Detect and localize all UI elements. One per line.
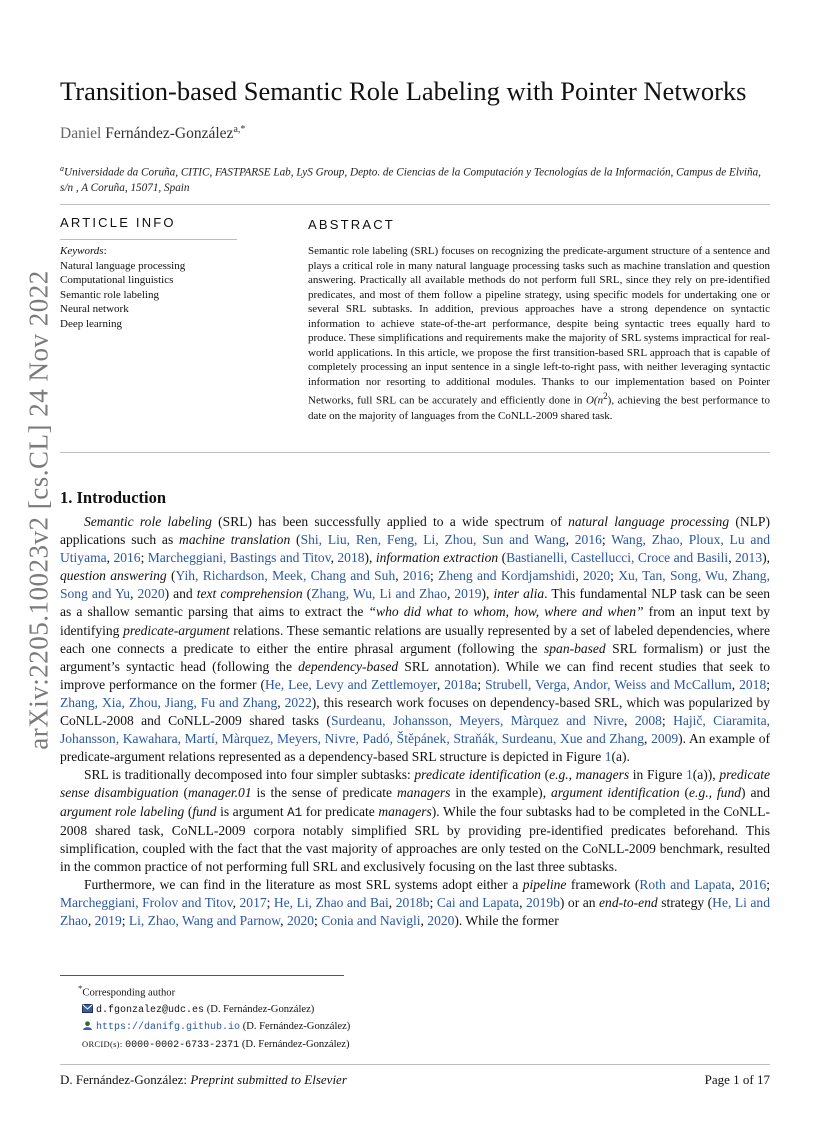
emphasis: manager.01 [188, 785, 252, 801]
citation-link[interactable]: 2019 [94, 913, 122, 929]
citation-link[interactable]: 2022 [284, 694, 312, 710]
envelope-icon [82, 1004, 93, 1013]
affiliation-text: Universidade da Coruña, CITIC, FASTPARSE Lab, LyS Group, Depto. de Ciencias de la Computación y Tecnologías de la Información, Campus de Elviña, s/n , A Coruña, 15071, Spain [60, 166, 761, 194]
emphasis: managers [397, 785, 451, 801]
emphasis: end-to-end [599, 894, 658, 910]
keywords-block [60, 244, 185, 332]
abstract-divider [60, 452, 770, 453]
emphasis: “who did what to whom, how, where and when” [368, 604, 644, 620]
citation-link[interactable]: Marcheggiani, Bastings and Titov [147, 550, 331, 566]
orcid-owner: (D. Fernández-González) [241, 1038, 350, 1050]
citation-link[interactable]: 2018a [444, 676, 478, 692]
keyword-item: Deep learning [60, 317, 122, 330]
footer-rule [60, 1064, 770, 1065]
citation-link[interactable]: 2020 [583, 568, 611, 584]
keyword-item: Natural language processing [60, 259, 186, 272]
emphasis: argument identification [551, 785, 680, 801]
footnotes [78, 980, 351, 1054]
paper-title: Transition-based Semantic Role Labeling with Pointer Networks [60, 76, 747, 106]
footnote-mark: * [78, 983, 83, 993]
emphasis: predicate-argument [123, 622, 230, 638]
author-family-name: Fernández-González [105, 125, 234, 143]
emphasis: span-based [544, 640, 606, 656]
complexity: O(n [585, 395, 604, 408]
citation-link[interactable]: 1 [604, 749, 612, 765]
footer-left [60, 1072, 347, 1088]
orcid-line [82, 1036, 350, 1054]
citation-link[interactable]: 2016 [113, 550, 141, 566]
homepage-line [82, 1019, 350, 1036]
affiliation [60, 161, 770, 196]
citation-link[interactable]: Bastianelli, Castellucci, Croce and Basili [506, 550, 729, 566]
citation-link[interactable]: He, Li, Zhao and Bai [273, 894, 389, 910]
homepage-link[interactable]: https://danifg.github.io [96, 1021, 241, 1033]
paragraph: Semantic role labeling (SRL) has been successfully applied to a wide spectrum of natural language processing (NLP) applications such as machine translation (Shi, Liu, Ren, Feng, Li, Zhou, Sun and Wang, 2016; Wang, Zhao, Ploux, Lu and Utiyama, 2016; Marcheggiani, Bastings and Titov, 2018), information extraction (Bastianelli, Castellucci, Croce and Basili, 2013), question answering (Yih, Richardson, Meek, Chang and Suh, 2016; Zheng and Kordjamshidi, 2020; Xu, Tan, Song, Wu, Zhang, Song and Yu, 2020) and text comprehension (Zhang, Wu, Li and Zhao, 2019), inter alia. This fundamental NLP task can be seen as a shallow semantic parsing that aims to extract the “who did what to whom, how, where and when” from an input text by identifying predicate-argument relations. These semantic relations are usually represented by a set of labeled dependencies, where each one connects a predicate to either the entire phrasal argument (following the span-based SRL formalism) or just the argument’s syntactic head (following the dependency-based SRL annotation). While we can find recent studies that seek to improve performance on the former (He, Lee, Levy and Zettlemoyer, 2018a; Strubell, Verga, Andor, Weiss and McCallum, 2018; Zhang, Xia, Zhou, Jiang, Fu and Zhang, 2022), this research work focuses on dependency-based SRL, which was popularized by CoNLL-2008 and CoNLL-2009 shared tasks (Surdeanu, Johansson, Meyers, Màrquez and Nivre, 2008; Hajič, Ciaramita, Johansson, Kawahara, Martí, Màrquez, Meyers, Nivre, Padó, Štěpánek, Straňák, Surdeanu, Xue and Zhang, 2009). An example of predicate-argument relations represented as a dependency-based SRL structure is depicted in Figure 1(a). [60, 514, 771, 765]
article-info-heading: ARTICLE INFO [60, 215, 176, 230]
homepage-owner: (D. Fernández-González) [242, 1020, 351, 1032]
citation-link[interactable]: Zhang, Wu, Li and Zhao [311, 586, 447, 602]
citation-link[interactable]: 2018 [337, 550, 365, 566]
abstract-text [308, 244, 770, 423]
citation-link[interactable]: 2009 [651, 731, 679, 747]
emphasis: pipeline [522, 876, 567, 892]
emphasis: information extraction [375, 550, 499, 566]
citation-link[interactable]: He, Lee, Levy and Zettlemoyer [264, 676, 437, 692]
emphasis: managers [575, 767, 630, 783]
citation-link[interactable]: 1 [685, 767, 693, 783]
section-heading-introduction: 1. Introduction [60, 488, 167, 507]
citation-link[interactable]: 2016 [402, 568, 431, 584]
affiliation-mark: a [60, 164, 64, 173]
citation-link[interactable]: Marcheggiani, Frolov and Titov [60, 894, 233, 910]
person-icon [82, 1021, 93, 1030]
author-given-name: Daniel [60, 125, 102, 143]
orcid-id: 0000-0002-6733-2371 [125, 1039, 240, 1051]
citation-link[interactable]: Yih, Richardson, Meek, Chang and Suh [175, 568, 396, 584]
citation-link[interactable]: Li, Zhao, Wang and Parnow [128, 913, 281, 929]
abstract-body-end: ), achieving the best performance to date on the majority of languages from the CoNLL-2009 shared task. [308, 395, 770, 422]
corresponding-author-note [78, 980, 350, 1002]
citation-link[interactable]: 2013 [735, 550, 763, 566]
introduction-body [60, 513, 770, 930]
footnote-rule [60, 975, 344, 976]
complexity-exponent: 2 [603, 391, 608, 402]
citation-link[interactable]: 2020 [137, 586, 165, 602]
arxiv-identifier: arXiv:2205.10023v2 [cs.CL] 24 Nov 2022 [23, 270, 54, 750]
citation-link[interactable]: Hajič, Ciaramita, Johansson, Kawahara, Martí, Màrquez, Meyers, Nivre, Padó, Štěpánek, Straňák, Surdeanu, Xue and Zhang [60, 713, 770, 747]
emphasis: managers [378, 803, 432, 819]
abstract-body: Semantic role labeling (SRL) focuses on recognizing the predicate-argument structure of a sentence and plays a critical role in many natural language processing tasks such as machine translation and question answering. Practically all available methods do not perform full SRL, since they rely on pre-identified predicates, and most of them follow a pipeline strategy, using specific models for undertaking one or several SRL subtasks. In addition, previous approaches have a strong dependence on syntactic information to achieve state-of-the-art performance, despite being syntactic trees equally hard to produce. These simplifications and requirements make the majority of SRL systems impractical for real-world applications. In this article, we propose the first transition-based SRL approach that is capable of completely processing an input sentence in a single left-to-right pass, with neither leveraging syntactic information nor resorting to additional modules. Thanks to our implementation based on Pointer Networks, full SRL can be accurately and efficiently done in [308, 245, 770, 408]
header-divider [60, 204, 770, 205]
citation-link[interactable]: Roth and Lapata [639, 876, 732, 892]
emphasis: text comprehension [196, 586, 303, 602]
keyword-item: Neural network [60, 303, 129, 316]
emphasis: fund [192, 803, 217, 819]
emphasis: natural language processing [568, 514, 730, 529]
emphasis: e.g., fund [689, 785, 742, 801]
citation-link[interactable]: 2018 [739, 676, 767, 692]
corresponding-author-text: Corresponding author [82, 987, 176, 999]
emphasis: argument role labeling [60, 803, 185, 819]
abstract-heading: ABSTRACT [308, 217, 395, 232]
keyword-item: Semantic role labeling [60, 288, 159, 301]
keywords-label-line: Keywords: [60, 245, 107, 257]
citation-link[interactable]: Wang, Zhao, Ploux, Lu and Utiyama [60, 532, 770, 566]
citation-link[interactable]: 2018b [395, 894, 430, 910]
email-line [82, 1002, 350, 1019]
footer-venue: Preprint submitted to Elsevier [190, 1072, 347, 1087]
author-line [60, 124, 245, 143]
keyword-item: Computational linguistics [60, 274, 174, 287]
citation-link[interactable]: Shi, Liu, Ren, Feng, Li, Zhou, Sun and Wang [300, 532, 566, 548]
citation-link[interactable]: 2019 [454, 586, 482, 602]
citation-link[interactable]: Surdeanu, Johansson, Meyers, Màrquez and Nivre [330, 713, 625, 729]
arxiv-sidebar [22, 240, 56, 780]
paragraph: SRL is traditionally decomposed into four simpler subtasks: predicate identification (e.g., managers in Figure 1(a)), predicate sense disambiguation (manager.01 is the sense of predicate managers in the example), argument identification (e.g., fund) and argument role labeling (fund is argument A1 for predicate managers). While the four subtasks had to be completed in the CoNLL-2008 shared task, CoNLL-2009 corpora notably simplified SRL by providing pre-identified predicates beforehand. This simplification, coupled with the fact that the vast majority of approaches are only tested on the CoNLL-2009 benchmark, resulted in the common practice of not performing full SRL and exclusively focusing on the last three subtasks. [60, 767, 771, 874]
emphasis: e.g. [549, 767, 569, 783]
article-info-rule [60, 239, 237, 240]
footer-author: D. Fernández-González: [60, 1072, 188, 1087]
citation-link[interactable]: He, Li and Zhao [60, 894, 770, 929]
emphasis: inter alia [493, 586, 545, 602]
email-owner: (D. Fernández-González) [206, 1003, 315, 1015]
citation-link[interactable]: 2016 [574, 532, 602, 548]
email-link[interactable]: d.fgonzalez@udc.es [96, 1004, 205, 1016]
citation-link[interactable]: 2008 [634, 713, 662, 729]
citation-link[interactable]: Conia and Navigli [321, 913, 421, 929]
citation-link[interactable]: 2019b [526, 894, 560, 910]
citation-link[interactable]: Zhang, Xia, Zhou, Jiang, Fu and Zhang [60, 694, 278, 710]
citation-link[interactable]: 2020 [286, 913, 315, 929]
citation-link[interactable]: 2017 [239, 894, 267, 910]
author-affil-mark: a,* [233, 124, 246, 135]
emphasis: predicate sense disambiguation [60, 767, 770, 801]
citation-link[interactable]: Xu, Tan, Song, Wu, Zhang, Song and Yu [60, 568, 770, 602]
code-token: A1 [287, 805, 303, 820]
emphasis: question answering [60, 568, 167, 584]
citation-link[interactable]: Cai and Lapata [436, 894, 520, 910]
citation-link[interactable]: Zheng and Kordjamshidi [438, 568, 576, 584]
orcid-label: ORCID(s): [82, 1038, 123, 1049]
citation-link[interactable]: Strubell, Verga, Andor, Weiss and McCallum [485, 676, 732, 692]
keywords-label: Keywords [60, 245, 104, 257]
page-number: Page 1 of 17 [704, 1072, 770, 1087]
emphasis: machine translation [179, 532, 291, 548]
citation-link[interactable]: 2016 [739, 876, 767, 892]
emphasis: predicate identification [414, 767, 541, 783]
citation-link[interactable]: 2020 [427, 913, 455, 929]
emphasis: dependency-based [298, 658, 399, 674]
emphasis: Semantic role labeling [84, 514, 212, 529]
paragraph: Furthermore, we can find in the literature as most SRL systems adopt either a pipeline framework (Roth and Lapata, 2016; Marcheggiani, Frolov and Titov, 2017; He, Li, Zhao and Bai, 2018b; Cai and Lapata, 2019b) or an end-to-end strategy (He, Li and Zhao, 2019; Li, Zhao, Wang and Parnow, 2020; Conia and Navigli, 2020). While the former [60, 876, 770, 929]
